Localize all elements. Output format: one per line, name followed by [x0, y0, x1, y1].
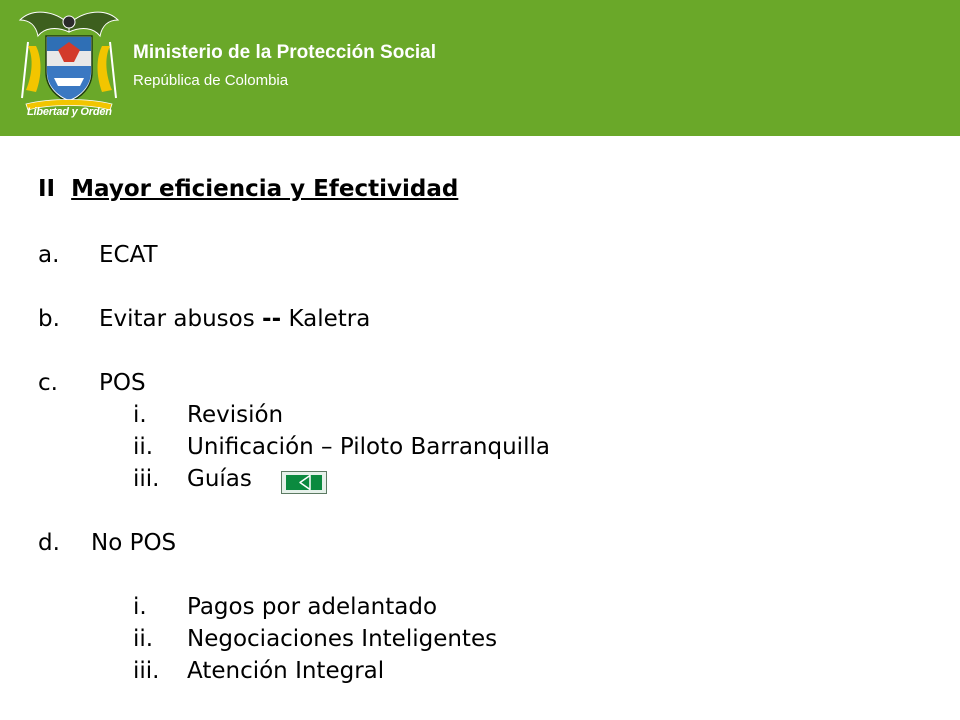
subitem-text: Guías — [187, 466, 252, 492]
subitem — [133, 465, 252, 493]
item-text: ECAT — [99, 242, 158, 268]
subitem-text: Unificación – Piloto Barranquilla — [187, 434, 550, 460]
subitem-marker: i. — [133, 594, 147, 620]
subitem — [133, 657, 384, 685]
section-heading — [38, 175, 458, 203]
republic-name: República de Colombia — [133, 72, 289, 89]
item-marker: c. — [38, 370, 58, 396]
item-marker: d. — [38, 530, 60, 556]
motto-text: Libertad y Orden — [27, 106, 112, 118]
list-item-c — [38, 369, 146, 397]
header-bar — [0, 0, 960, 136]
subitem — [133, 401, 283, 429]
subitem-text: Revisión — [187, 402, 284, 428]
item-text-suffix: Kaletra — [281, 306, 371, 332]
item-text: No POS — [91, 530, 177, 556]
subitem-text: Atención Integral — [187, 658, 385, 684]
subitem-marker: iii. — [133, 658, 160, 684]
item-text: POS — [99, 370, 146, 396]
back-arrow-icon — [298, 474, 312, 491]
heading-number: II — [38, 176, 56, 202]
item-marker: b. — [38, 306, 60, 332]
list-item-d — [38, 529, 176, 557]
dash-separator: -- — [262, 306, 282, 332]
subitem-marker: ii. — [133, 626, 154, 652]
subitem-text: Negociaciones Inteligentes — [187, 626, 498, 652]
list-item-b — [38, 305, 370, 333]
subitem-text: Pagos por adelantado — [187, 594, 438, 620]
list-item-a — [38, 241, 158, 269]
heading-title: Mayor eficiencia y Efectividad — [71, 176, 459, 202]
subitem-marker: i. — [133, 402, 147, 428]
subitem-marker: ii. — [133, 434, 154, 460]
subitem — [133, 433, 550, 461]
subitem — [133, 593, 437, 621]
ministry-name: Ministerio de la Protección Social — [133, 42, 437, 63]
subitem — [133, 625, 497, 653]
subitem-marker: iii. — [133, 466, 160, 492]
back-button[interactable] — [281, 471, 327, 494]
item-text: Evitar abusos — [99, 306, 263, 332]
item-marker: a. — [38, 242, 60, 268]
